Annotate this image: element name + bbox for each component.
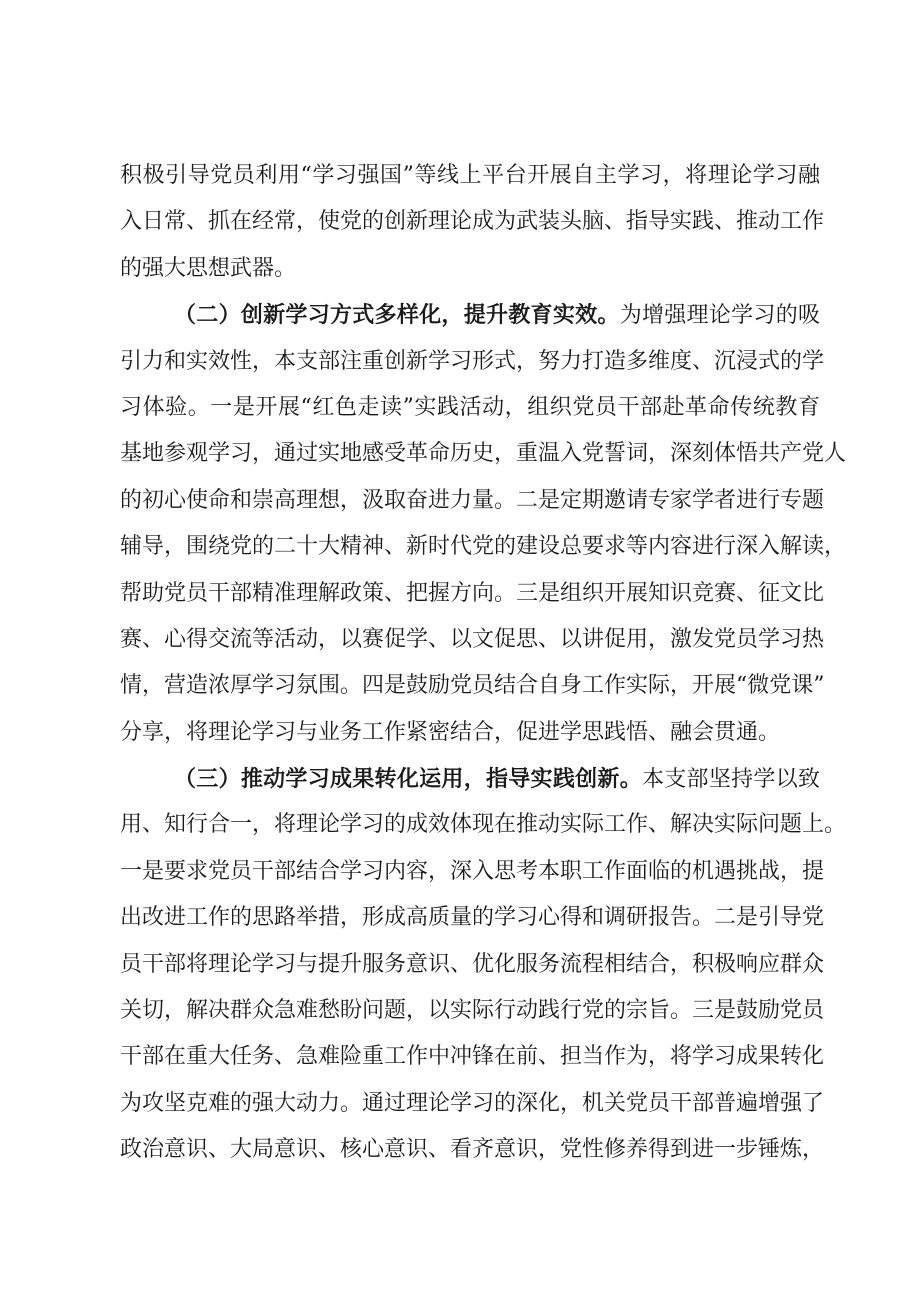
paragraph-3-line-9: 政治意识、大局意识、核心意识、看齐意识，党性修养得到进一步锤炼， xyxy=(120,1137,825,1163)
paragraph-3-lead-text: 本支部坚持学以致 xyxy=(641,767,820,793)
paragraph-2-line-2: 引力和实效性，本支部注重创新学习形式，努力打造多维度、沉浸式的学 xyxy=(120,348,825,374)
paragraph-2-line-10: 分享，将理论学习与业务工作紧密结合，促进学思践悟、融会贯通。 xyxy=(120,719,781,745)
paragraph-2-line-3: 习体验。一是开展“红色走读”实践活动，组织党员干部赴革命传统教育 xyxy=(120,394,820,420)
paragraph-2-line-1 xyxy=(120,292,820,338)
paragraph-2-line-4: 基地参观学习，通过实地感受革命历史，重温入党誓词，深刻体悟共产党人 xyxy=(120,441,847,467)
section-heading-2: （二）创新学习方式多样化，提升教育实效。 xyxy=(174,302,620,329)
paragraph-2-line-8: 赛、心得交流等活动，以赛促学、以文促思、以讲促用，激发党员学习热 xyxy=(120,626,825,652)
section-heading-3: （三）推动学习成果转化运用，指导实践创新。 xyxy=(174,766,642,793)
paragraph-2-line-6: 辅导，围绕党的二十大精神、新时代党的建设总要求等内容进行深入解读， xyxy=(120,534,847,560)
paragraph-1-line-2: 入日常、抓在经常，使党的创新理论成为武装头脑、指导实践、推动工作 xyxy=(120,209,825,235)
paragraph-2-line-5: 的初心使命和崇高理想，汲取奋进力量。二是定期邀请专家学者进行专题 xyxy=(120,487,825,513)
paragraph-3-line-3: 一是要求党员干部结合学习内容，深入思考本职工作面临的机遇挑战，提 xyxy=(120,858,825,884)
paragraph-3-line-8: 为攻坚克难的强大动力。通过理论学习的深化，机关党员干部普遍增强了 xyxy=(120,1090,825,1116)
paragraph-2-line-7: 帮助党员干部精准理解政策、把握方向。三是组织开展知识竞赛、征文比 xyxy=(120,580,825,606)
paragraph-1-line-1: 积极引导党员利用“学习强国”等线上平台开展自主学习，将理论学习融 xyxy=(120,163,820,188)
paragraph-2-line-9: 情，营造浓厚学习氛围。四是鼓励党员结合自身工作实际，开展“微党课” xyxy=(120,673,825,699)
paragraph-3-line-2: 用、知行合一，将理论学习的成效体现在推动实际工作、解决实际问题上。 xyxy=(120,812,847,838)
paragraph-2-lead-text: 为增强理论学习的吸 xyxy=(619,303,820,329)
paragraph-3-line-4: 出改进工作的思路举措，形成高质量的学习心得和调研报告。二是引导党 xyxy=(120,905,825,931)
paragraph-3-line-5: 员干部将理论学习与提升服务意识、优化服务流程相结合，积极响应群众 xyxy=(120,951,825,977)
paragraph-3-line-7: 干部在重大任务、急难险重工作中冲锋在前、担当作为，将学习成果转化 xyxy=(120,1044,825,1070)
document-body xyxy=(120,153,847,1174)
paragraph-3-line-1 xyxy=(120,756,820,802)
paragraph-1-line-3: 的强大思想武器。 xyxy=(120,255,297,281)
paragraph-3-line-6: 关切，解决群众急难愁盼问题，以实际行动践行党的宗旨。三是鼓励党员 xyxy=(120,998,825,1024)
